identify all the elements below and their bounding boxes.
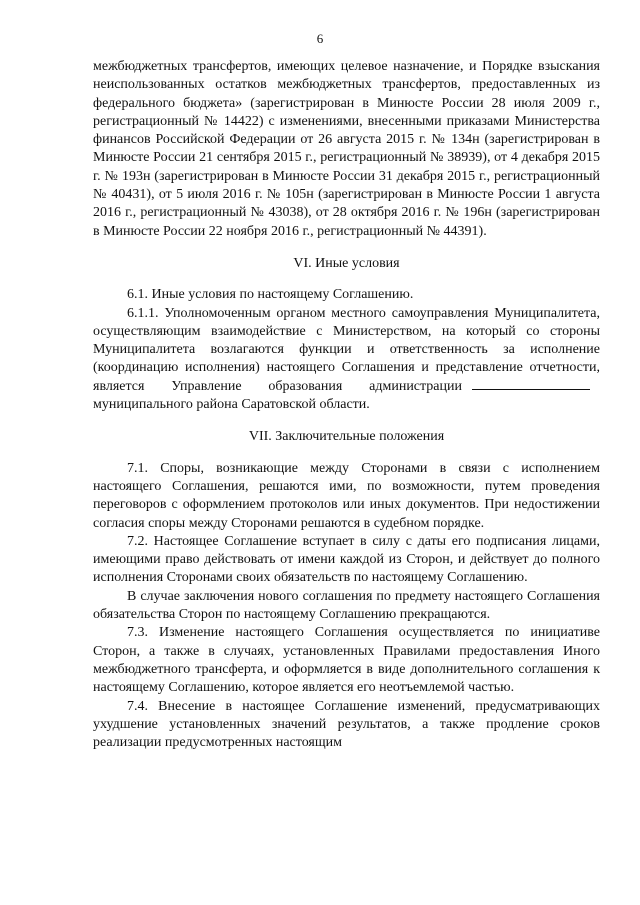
intro-paragraph: межбюджетных трансфертов, имеющих целевое назначение, и Порядке взыскания неиспользованных остатков межбюджетных трансфертов, предоставленных из федерального бюджета» (зарегистрирован в Минюсте России 28 июля 2009 г., регистрационный № 14422) с изменениями, внесенными приказами Министерства финансов Российской Федерации от 26 августа 2015 г. № 134н (зарегистрирован в Минюсте России 21 сентября 2015 г., регистрационный № 38939), от 4 декабря 2015 г. № 193н (зарегистрирован в Минюсте России 31 декабря 2015 г., регистрационный № 40431), от 5 июля 2016 г. № 105н (зарегистрирован в Минюсте России 1 августа 2016 г., регистрационный № 43038), от 28 октября 2016 г. № 196н (зарегистрирован в Минюсте России 22 ноября 2016 г., регистрационный № 44391). xyxy=(93,59,600,239)
paragraph-6-1-1-text: 6.1.1. Уполномоченным органом местного самоуправления Муниципалитета, осуществляющим взаимодействие с Министерством, на который со стороны Муниципалитета возлагаются функции и ответственность за исполнение (координацию исполнения) настоящего Соглашения и представление отчетности, является Управление образования администрации xyxy=(93,305,600,394)
blank-field xyxy=(472,378,590,390)
document-body xyxy=(93,58,600,752)
paragraph-6-1: 6.1. Иные условия по настоящему Соглашению. xyxy=(127,287,414,303)
paragraph-6-1-1 xyxy=(93,305,600,415)
paragraph-7-2: 7.2. Настоящее Соглашение вступает в силу с даты его подписания лицами, имеющими право действовать от имени каждой из Сторон, и действует до полного исполнения Сторонами своих обязательств по настоящему Соглашению. xyxy=(93,533,600,586)
page-number: 6 xyxy=(316,31,324,46)
section-6-heading: VI. Иные условия xyxy=(293,255,400,271)
paragraph-7-3: 7.3. Изменение настоящего Соглашения осуществляется по инициативе Сторон, а также в случаях, установленных Правилами предоставления Иного межбюджетного трансферта, и оформляется в виде дополнительного соглашения к настоящему Соглашению, которое является его неотъемлемой частью. xyxy=(93,625,600,696)
paragraph-7-4: 7.4. Внесение в настоящее Соглашение изменений, предусматривающих ухудшение установленных значений результатов, а также продление сроков реализации предусмотренных настоящим xyxy=(93,698,600,751)
paragraph-7-2-b: В случае заключения нового соглашения по предмету настоящего Соглашения обязательства Сторон по настоящему Соглашению прекращаются. xyxy=(93,588,600,623)
section-7-heading: VII. Заключительные положения xyxy=(248,429,445,445)
paragraph-6-1-1-tail: муниципального района Саратовской области. xyxy=(93,397,370,413)
paragraph-7-1: 7.1. Споры, возникающие между Сторонами в связи с исполнением настоящего Соглашения, решаются ими, по возможности, путем проведения переговоров с оформлением протоколов или иных документов. При недостижении согласия споры между Сторонами решаются в судебном порядке. xyxy=(93,460,600,531)
